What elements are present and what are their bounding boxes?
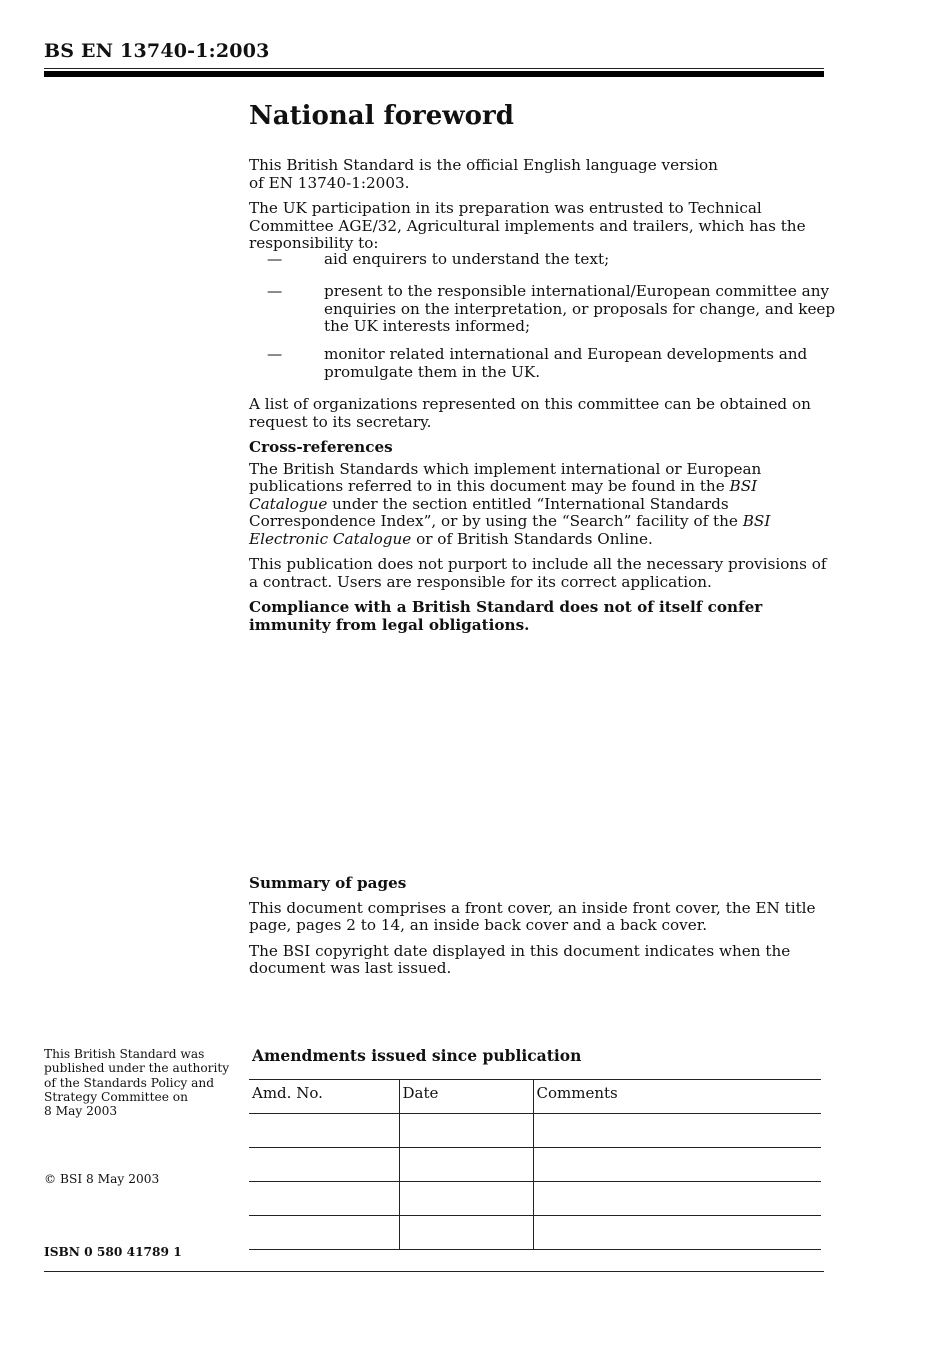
table-cell <box>533 1216 821 1250</box>
compliance-statement: Compliance with a British Standard does not of itself confer immunity from legal obligations. <box>249 598 763 634</box>
bsi-electronic-catalogue-title: BSI Electronic Catalogue <box>249 512 771 548</box>
isbn: ISBN 0 580 41789 1 <box>44 1245 182 1259</box>
table-header-row <box>249 1080 821 1114</box>
list-dash: — <box>267 345 283 363</box>
list-dash: — <box>267 282 283 300</box>
authority-line: published under the authority <box>44 1061 230 1076</box>
foreword-section <box>249 101 829 131</box>
cross-ref-text-part: The British Standards which implement international or European publications referred to in this document may be found in the <box>249 459 762 495</box>
participation-paragraph <box>249 200 829 253</box>
table-cell <box>249 1148 399 1182</box>
committee-paragraph <box>249 396 829 431</box>
cross-references-heading: Cross-references <box>249 438 393 456</box>
intro-line-1: This British Standard is the official English language version <box>249 156 718 174</box>
authority-line: This British Standard was <box>44 1047 205 1061</box>
table-row <box>249 1114 821 1148</box>
table-cell <box>533 1182 821 1216</box>
intro-paragraph <box>249 157 829 192</box>
summary-copyright-text: The BSI copyright date displayed in this document indicates when the document was last issued. <box>249 941 791 977</box>
page-title: National foreword <box>249 101 514 131</box>
table-row <box>249 1182 821 1216</box>
list-item-text: aid enquirers to understand the text; <box>324 250 610 268</box>
responsibility-list <box>249 250 836 391</box>
table-cell <box>249 1182 399 1216</box>
amendments-title: Amendments issued since publication <box>252 1046 582 1065</box>
table-cell <box>533 1148 821 1182</box>
list-item-text: present to the responsible international/European committee any enquiries on the interpretation, or proposals for change, and keep the UK interests informed; <box>324 282 836 335</box>
table-cell <box>249 1114 399 1148</box>
authority-line: of the Standards Policy and <box>44 1075 215 1090</box>
table-cell <box>249 1216 399 1250</box>
table-cell <box>399 1114 533 1148</box>
amendments-table <box>249 1079 821 1250</box>
committee-text: A list of organizations represented on this committee can be obtained on request to its secretary. <box>249 395 811 431</box>
cross-references-text <box>249 461 829 549</box>
summary-section <box>249 875 829 978</box>
column-header-amd-no: Amd. No. <box>249 1080 399 1114</box>
bsi-catalogue-title: BSI Catalogue <box>249 477 758 513</box>
table-cell <box>399 1148 533 1182</box>
authority-line: Strategy Committee on <box>44 1089 188 1104</box>
copyright-note: © BSI 8 May 2003 <box>44 1172 160 1186</box>
publication-authority-note <box>44 1047 234 1118</box>
cross-ref-text-part: under the section entitled “International Standards Correspondence Index”, or by using the “Search” facility of the <box>249 494 743 530</box>
cross-references-section <box>249 439 829 634</box>
table-row <box>249 1216 821 1250</box>
list-item-text: monitor related international and European developments and promulgate them in the UK. <box>324 345 808 381</box>
intro-line-2: of EN 13740-1:2003. <box>249 173 410 192</box>
header-thin-rule <box>44 68 824 69</box>
contract-note: This publication does not purport to include all the necessary provisions of a contract. Users are responsible for its correct application. <box>249 555 827 591</box>
list-dash: — <box>267 250 283 268</box>
cross-ref-text-part: or of British Standards Online. <box>411 529 653 548</box>
table-cell <box>399 1182 533 1216</box>
header-thick-rule <box>44 71 824 77</box>
table-cell <box>533 1114 821 1148</box>
summary-pages-text: This document comprises a front cover, an inside front cover, the EN title page, pages 2 to 14, an inside back cover and a back cover. <box>249 898 816 934</box>
column-header-date: Date <box>399 1080 533 1114</box>
document-id: BS EN 13740-1:2003 <box>44 40 270 62</box>
summary-heading: Summary of pages <box>249 874 407 892</box>
table-cell <box>399 1216 533 1250</box>
footer-rule <box>44 1271 824 1272</box>
table-row <box>249 1148 821 1182</box>
authority-line: 8 May 2003 <box>44 1104 118 1119</box>
column-header-comments: Comments <box>533 1080 821 1114</box>
participation-text: The UK participation in its preparation was entrusted to Technical Committee AGE/32, Agricultural implements and trailers, which has the responsibility to: <box>249 199 806 252</box>
